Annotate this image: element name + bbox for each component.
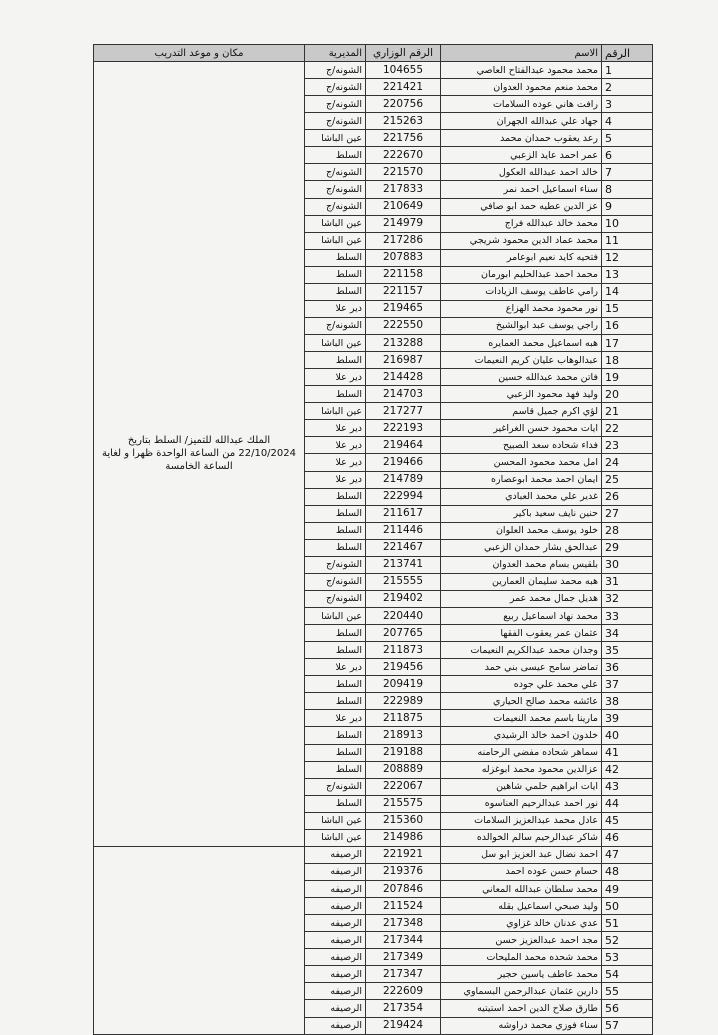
directorate: عين الباشا — [305, 403, 366, 420]
trainee-name: عائشه محمد صالح الحياري — [441, 693, 602, 710]
row-number: 26 — [602, 488, 653, 505]
row-number: 53 — [602, 949, 653, 966]
trainee-name: جهاد علي عبدالله الجهران — [441, 113, 602, 130]
ministry-id: 209419 — [366, 676, 441, 693]
directorate: السلط — [305, 505, 366, 522]
ministry-id: 217833 — [366, 181, 441, 198]
row-number: 5 — [602, 130, 653, 147]
trainee-name: محمد احمد عبدالحليم ابورمان — [441, 266, 602, 283]
directorate: دير علا — [305, 300, 366, 317]
directorate: الشونه/ج — [305, 164, 366, 181]
row-number: 22 — [602, 420, 653, 437]
directorate: الشونه/ج — [305, 96, 366, 113]
row-number: 35 — [602, 642, 653, 659]
trainee-name: خلود يوسف محمد العلوان — [441, 522, 602, 539]
ministry-id: 222994 — [366, 488, 441, 505]
table-header-row — [94, 45, 653, 62]
ministry-id: 222067 — [366, 778, 441, 795]
trainee-name: هبه محمد سليمان العمارين — [441, 573, 602, 590]
directorate: الرصيفه — [305, 966, 366, 983]
ministry-id: 213741 — [366, 556, 441, 573]
trainee-name: محمد سلطان عبدالله المعاني — [441, 881, 602, 898]
trainee-name: محمد محمود عبدالفتاح العاصي — [441, 62, 602, 79]
trainee-name: ايات محمود حسن الغراغير — [441, 420, 602, 437]
directorate: الرصيفه — [305, 915, 366, 932]
trainee-name: غدير علي محمد العبادي — [441, 488, 602, 505]
ministry-id: 222550 — [366, 317, 441, 334]
directorate: السلط — [305, 352, 366, 369]
ministry-id: 220756 — [366, 96, 441, 113]
ministry-id: 210649 — [366, 198, 441, 215]
ministry-id: 219424 — [366, 1017, 441, 1034]
directorate: السلط — [305, 386, 366, 403]
directorate: عين الباشا — [305, 335, 366, 352]
directorate: السلط — [305, 249, 366, 266]
row-number: 10 — [602, 215, 653, 232]
directorate: الشونه/ج — [305, 317, 366, 334]
directorate: السلط — [305, 488, 366, 505]
header-number: الرقم — [602, 45, 653, 62]
row-number: 44 — [602, 795, 653, 812]
ministry-id: 221421 — [366, 79, 441, 96]
row-number: 50 — [602, 898, 653, 915]
ministry-id: 217347 — [366, 966, 441, 983]
trainee-name: نور محمود محمد الهزاع — [441, 300, 602, 317]
ministry-id: 211873 — [366, 642, 441, 659]
ministry-id: 221467 — [366, 539, 441, 556]
row-number: 2 — [602, 79, 653, 96]
trainee-name: عمر احمد عايد الزعبي — [441, 147, 602, 164]
directorate: عين الباشا — [305, 829, 366, 846]
trainee-name: وليد صبحي اسماعيل بقله — [441, 898, 602, 915]
directorate: السلط — [305, 676, 366, 693]
row-number: 23 — [602, 437, 653, 454]
trainee-name: وليد فهد محمود الزعبي — [441, 386, 602, 403]
row-number: 56 — [602, 1000, 653, 1017]
trainee-name: علي محمد علي جوده — [441, 676, 602, 693]
ministry-id: 219456 — [366, 659, 441, 676]
trainee-name: خالد احمد عبدالله العكول — [441, 164, 602, 181]
ministry-id: 221157 — [366, 283, 441, 300]
ministry-id: 214428 — [366, 369, 441, 386]
ministry-id: 217277 — [366, 403, 441, 420]
row-number: 21 — [602, 403, 653, 420]
trainee-name: رامي عاطف يوسف الزيادات — [441, 283, 602, 300]
directorate: الشونه/ج — [305, 198, 366, 215]
trainee-name: حنين نايف سعيد باكير — [441, 505, 602, 522]
directorate: عين الباشا — [305, 232, 366, 249]
row-number: 20 — [602, 386, 653, 403]
row-number: 13 — [602, 266, 653, 283]
trainee-name: مجد احمد عبدالعزيز حسن — [441, 932, 602, 949]
row-number: 4 — [602, 113, 653, 130]
header-name: الاسم — [441, 45, 602, 62]
row-number: 52 — [602, 932, 653, 949]
directorate: السلط — [305, 283, 366, 300]
directorate: السلط — [305, 147, 366, 164]
row-number: 33 — [602, 608, 653, 625]
ministry-id: 219464 — [366, 437, 441, 454]
directorate: عين الباشا — [305, 130, 366, 147]
directorate: الرصيفه — [305, 1000, 366, 1017]
row-number: 29 — [602, 539, 653, 556]
row-number: 47 — [602, 846, 653, 863]
trainee-name: خلدون احمد خالد الرشيدي — [441, 727, 602, 744]
ministry-id: 221570 — [366, 164, 441, 181]
ministry-id: 219376 — [366, 863, 441, 880]
row-number: 36 — [602, 659, 653, 676]
row-number: 40 — [602, 727, 653, 744]
row-number: 32 — [602, 590, 653, 607]
trainee-name: عزالدين محمود محمد ابوغزله — [441, 761, 602, 778]
directorate: الشونه/ج — [305, 778, 366, 795]
trainee-name: دارين عثمان عبدالرحمن البسماوي — [441, 983, 602, 1000]
training-place-group-1: الملك عبدالله للتميز/ السلط بتاريخ 22/10/2024 من الساعة الواحدة ظهرا و لغاية الساعة الخامسة — [94, 62, 305, 847]
trainee-name: فاتن محمد عبدالله حسين — [441, 369, 602, 386]
trainee-name: هديل جمال محمد عمر — [441, 590, 602, 607]
row-number: 9 — [602, 198, 653, 215]
row-number: 14 — [602, 283, 653, 300]
trainee-name: شاكر عبدالرحيم سالم الخوالده — [441, 829, 602, 846]
ministry-id: 219402 — [366, 590, 441, 607]
directorate: دير علا — [305, 369, 366, 386]
ministry-id: 217349 — [366, 949, 441, 966]
row-number: 30 — [602, 556, 653, 573]
ministry-id: 217344 — [366, 932, 441, 949]
row-number: 55 — [602, 983, 653, 1000]
trainee-name: محمد شحده محمد المليحات — [441, 949, 602, 966]
trainee-name: عادل محمد عبدالعزيز السلامات — [441, 812, 602, 829]
trainee-name: رعد يعقوب حمدان محمد — [441, 130, 602, 147]
row-number: 11 — [602, 232, 653, 249]
ministry-id: 220440 — [366, 608, 441, 625]
ministry-id: 216987 — [366, 352, 441, 369]
directorate: الرصيفه — [305, 846, 366, 863]
directorate: دير علا — [305, 710, 366, 727]
row-number: 37 — [602, 676, 653, 693]
trainee-name: محمد نهاد اسماعيل ربيع — [441, 608, 602, 625]
table-row — [94, 846, 653, 863]
ministry-id: 214979 — [366, 215, 441, 232]
trainee-name: ايات ابراهيم حلمي شاهين — [441, 778, 602, 795]
row-number: 6 — [602, 147, 653, 164]
row-number: 38 — [602, 693, 653, 710]
ministry-id: 214703 — [366, 386, 441, 403]
directorate: دير علا — [305, 659, 366, 676]
row-number: 54 — [602, 966, 653, 983]
directorate: الشونه/ج — [305, 62, 366, 79]
trainee-name: رافت هاني عوده السلامات — [441, 96, 602, 113]
row-number: 24 — [602, 454, 653, 471]
row-number: 34 — [602, 625, 653, 642]
trainee-name: محمد منعم محمود العدوان — [441, 79, 602, 96]
ministry-id: 211617 — [366, 505, 441, 522]
training-place-group-2 — [94, 846, 305, 1034]
row-number: 49 — [602, 881, 653, 898]
row-number: 28 — [602, 522, 653, 539]
trainee-name: عز الدين عطيه حمد ابو صافي — [441, 198, 602, 215]
directorate: السلط — [305, 539, 366, 556]
row-number: 48 — [602, 863, 653, 880]
row-number: 17 — [602, 335, 653, 352]
row-number: 8 — [602, 181, 653, 198]
ministry-id: 207765 — [366, 625, 441, 642]
row-number: 15 — [602, 300, 653, 317]
trainee-name: عبدالحق بشار حمدان الزعبي — [441, 539, 602, 556]
row-number: 1 — [602, 62, 653, 79]
ministry-id: 211446 — [366, 522, 441, 539]
trainee-name: محمد عاطف ياسين حجير — [441, 966, 602, 983]
ministry-id: 211875 — [366, 710, 441, 727]
directorate: الرصيفه — [305, 949, 366, 966]
ministry-id: 211524 — [366, 898, 441, 915]
trainee-name: نور احمد عبدالرحيم العناسوه — [441, 795, 602, 812]
row-number: 43 — [602, 778, 653, 795]
directorate: الشونه/ج — [305, 181, 366, 198]
trainee-name: امل محمد محمود المحسن — [441, 454, 602, 471]
directorate: دير علا — [305, 471, 366, 488]
row-number: 18 — [602, 352, 653, 369]
trainee-name: حسام حسن عوده احمد — [441, 863, 602, 880]
header-training-place: مكان و موعد التدريب — [94, 45, 305, 62]
row-number: 57 — [602, 1017, 653, 1034]
ministry-id: 218913 — [366, 727, 441, 744]
directorate: السلط — [305, 795, 366, 812]
trainee-name: محمد خالد عبدالله فراج — [441, 215, 602, 232]
directorate: السلط — [305, 693, 366, 710]
directorate: الرصيفه — [305, 932, 366, 949]
directorate: عين الباشا — [305, 608, 366, 625]
ministry-id: 215555 — [366, 573, 441, 590]
directorate: السلط — [305, 625, 366, 642]
ministry-id: 222989 — [366, 693, 441, 710]
header-directorate: المديرية — [305, 45, 366, 62]
row-number: 45 — [602, 812, 653, 829]
directorate: السلط — [305, 744, 366, 761]
table-body — [94, 62, 653, 1035]
ministry-id: 221756 — [366, 130, 441, 147]
directorate: الشونه/ج — [305, 113, 366, 130]
row-number: 3 — [602, 96, 653, 113]
ministry-id: 207846 — [366, 881, 441, 898]
directorate: السلط — [305, 522, 366, 539]
trainee-name: فداء شحاده سعد الصبيح — [441, 437, 602, 454]
trainee-name: راجي يوسف عبد ابوالشيخ — [441, 317, 602, 334]
trainee-name: سماهر شحاده مفضي الرحامنه — [441, 744, 602, 761]
ministry-id: 215360 — [366, 812, 441, 829]
ministry-id: 217286 — [366, 232, 441, 249]
directorate: دير علا — [305, 454, 366, 471]
directorate: السلط — [305, 727, 366, 744]
row-number: 31 — [602, 573, 653, 590]
trainee-name: بلقيس بسام محمد العدوان — [441, 556, 602, 573]
ministry-id: 219188 — [366, 744, 441, 761]
ministry-id: 214986 — [366, 829, 441, 846]
row-number: 27 — [602, 505, 653, 522]
ministry-id: 213288 — [366, 335, 441, 352]
row-number: 39 — [602, 710, 653, 727]
ministry-id: 221158 — [366, 266, 441, 283]
row-number: 25 — [602, 471, 653, 488]
trainee-name: طارق صلاح الدين احمد استيتيه — [441, 1000, 602, 1017]
trainee-name: تماضر سامح عيسى بني حمد — [441, 659, 602, 676]
ministry-id: 215575 — [366, 795, 441, 812]
ministry-id: 222193 — [366, 420, 441, 437]
row-number: 7 — [602, 164, 653, 181]
trainee-name: هبه اسماعيل محمد العمايره — [441, 335, 602, 352]
trainee-name: عثمان عمر يعقوب الفقها — [441, 625, 602, 642]
header-ministry-id: الرقم الوزاري — [366, 45, 441, 62]
directorate: الرصيفه — [305, 863, 366, 880]
directorate: الشونه/ج — [305, 556, 366, 573]
directorate: الرصيفه — [305, 898, 366, 915]
row-number: 46 — [602, 829, 653, 846]
trainee-name: وجدان محمد عبدالكريم النعيمات — [441, 642, 602, 659]
trainee-name: عدي عدنان خالد غزاوي — [441, 915, 602, 932]
trainee-name: لؤي اكرم جميل قاسم — [441, 403, 602, 420]
ministry-id: 219466 — [366, 454, 441, 471]
directorate: الشونه/ج — [305, 590, 366, 607]
training-list-sheet — [93, 44, 653, 1035]
ministry-id: 208889 — [366, 761, 441, 778]
ministry-id: 217354 — [366, 1000, 441, 1017]
directorate: دير علا — [305, 420, 366, 437]
row-number: 19 — [602, 369, 653, 386]
row-number: 42 — [602, 761, 653, 778]
directorate: دير علا — [305, 437, 366, 454]
directorate: السلط — [305, 266, 366, 283]
trainees-table — [93, 44, 653, 1035]
row-number: 16 — [602, 317, 653, 334]
directorate: عين الباشا — [305, 812, 366, 829]
trainee-name: عبدالوهاب عليان كريم النعيمات — [441, 352, 602, 369]
directorate: السلط — [305, 761, 366, 778]
trainee-name: احمد نضال عبد العزيز ابو سل — [441, 846, 602, 863]
trainee-name: فتحيه كايد نعيم ابوعامر — [441, 249, 602, 266]
ministry-id: 207883 — [366, 249, 441, 266]
directorate: عين الباشا — [305, 215, 366, 232]
row-number: 12 — [602, 249, 653, 266]
trainee-name: محمد عماد الدين محمود شريجي — [441, 232, 602, 249]
ministry-id: 222670 — [366, 147, 441, 164]
directorate: الرصيفه — [305, 1017, 366, 1034]
ministry-id: 219465 — [366, 300, 441, 317]
directorate: الشونه/ج — [305, 79, 366, 96]
directorate: الشونه/ج — [305, 573, 366, 590]
ministry-id: 222609 — [366, 983, 441, 1000]
directorate: الرصيفه — [305, 983, 366, 1000]
ministry-id: 104655 — [366, 62, 441, 79]
trainee-name: سناء اسماعيل احمد نمر — [441, 181, 602, 198]
ministry-id: 217348 — [366, 915, 441, 932]
ministry-id: 215263 — [366, 113, 441, 130]
ministry-id: 214789 — [366, 471, 441, 488]
row-number: 41 — [602, 744, 653, 761]
trainee-name: مارينا باسم محمد النعيمات — [441, 710, 602, 727]
trainee-name: سناء فوزي محمد دراوشه — [441, 1017, 602, 1034]
ministry-id: 221921 — [366, 846, 441, 863]
directorate: السلط — [305, 642, 366, 659]
trainee-name: ايمان احمد محمد ابوعصاره — [441, 471, 602, 488]
directorate: الرصيفه — [305, 881, 366, 898]
table-row — [94, 62, 653, 79]
row-number: 51 — [602, 915, 653, 932]
